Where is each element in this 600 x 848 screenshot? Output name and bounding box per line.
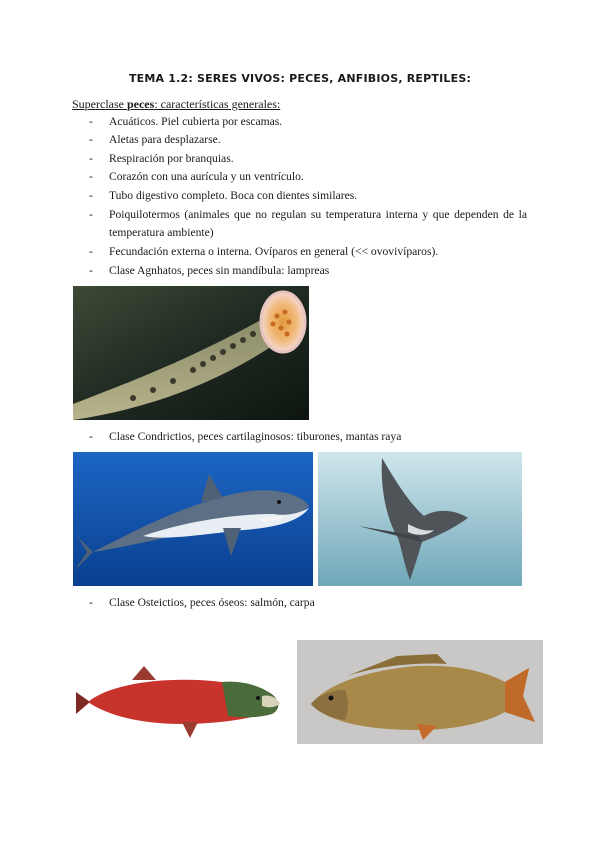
list-item xyxy=(89,594,527,612)
list-item-text: Aletas para desplazarse. xyxy=(109,133,221,146)
list-item-text: Clase Agnhatos, peces sin mandíbula: lampreas xyxy=(109,264,330,277)
list-item xyxy=(89,131,527,149)
list-item-text: Corazón con una aurícula y un ventrículo. xyxy=(109,170,304,183)
subtitle-prefix: Superclase xyxy=(72,97,127,111)
list-item xyxy=(89,113,527,131)
page-title: TEMA 1.2: SERES VIVOS: PECES, ANFIBIOS, REPTILES: xyxy=(128,72,472,85)
salmon-photo xyxy=(72,652,286,748)
list-item xyxy=(89,262,527,280)
list-item xyxy=(89,428,527,446)
list-dash: - xyxy=(89,189,93,202)
list-dash: - xyxy=(89,133,93,146)
list-item-text: Clase Osteictios, peces óseos: salmón, carpa xyxy=(109,596,315,609)
list-item-text: Tubo digestivo completo. Boca con dientes similares. xyxy=(109,189,358,202)
list-dash: - xyxy=(89,170,93,183)
list-item-text: Respiración por branquias. xyxy=(109,152,234,165)
list-item xyxy=(89,243,527,261)
list-dash: - xyxy=(89,430,93,443)
list-item-text: Poiquilotermos (animales que no regulan su temperatura interna y que dependen de la temperatura ambiente) xyxy=(109,208,527,239)
list-dash: - xyxy=(89,208,93,221)
carp-photo xyxy=(297,640,543,744)
list-dash: - xyxy=(89,245,93,258)
section-subtitle xyxy=(72,97,280,112)
list-item-text: Acuáticos. Piel cubierta por escamas. xyxy=(109,115,283,128)
shark-photo xyxy=(73,452,313,586)
list-item xyxy=(89,150,527,168)
list-dash: - xyxy=(89,152,93,165)
list-dash: - xyxy=(89,115,93,128)
list-dash: - xyxy=(89,596,93,609)
list-item xyxy=(89,206,527,242)
list-item-text: Clase Condrictios, peces cartilaginosos: tiburones, mantas raya xyxy=(109,430,402,443)
subtitle-bold: peces xyxy=(126,97,155,111)
manta-ray-photo xyxy=(318,452,522,586)
lamprey-photo xyxy=(73,286,309,420)
list-item-text: Fecundación externa o interna. Ovíparos en general (<< ovovivíparos). xyxy=(109,245,439,258)
list-item xyxy=(89,168,527,186)
subtitle-suffix: : características generales: xyxy=(154,97,281,111)
list-dash: - xyxy=(89,264,93,277)
list-item xyxy=(89,187,527,205)
